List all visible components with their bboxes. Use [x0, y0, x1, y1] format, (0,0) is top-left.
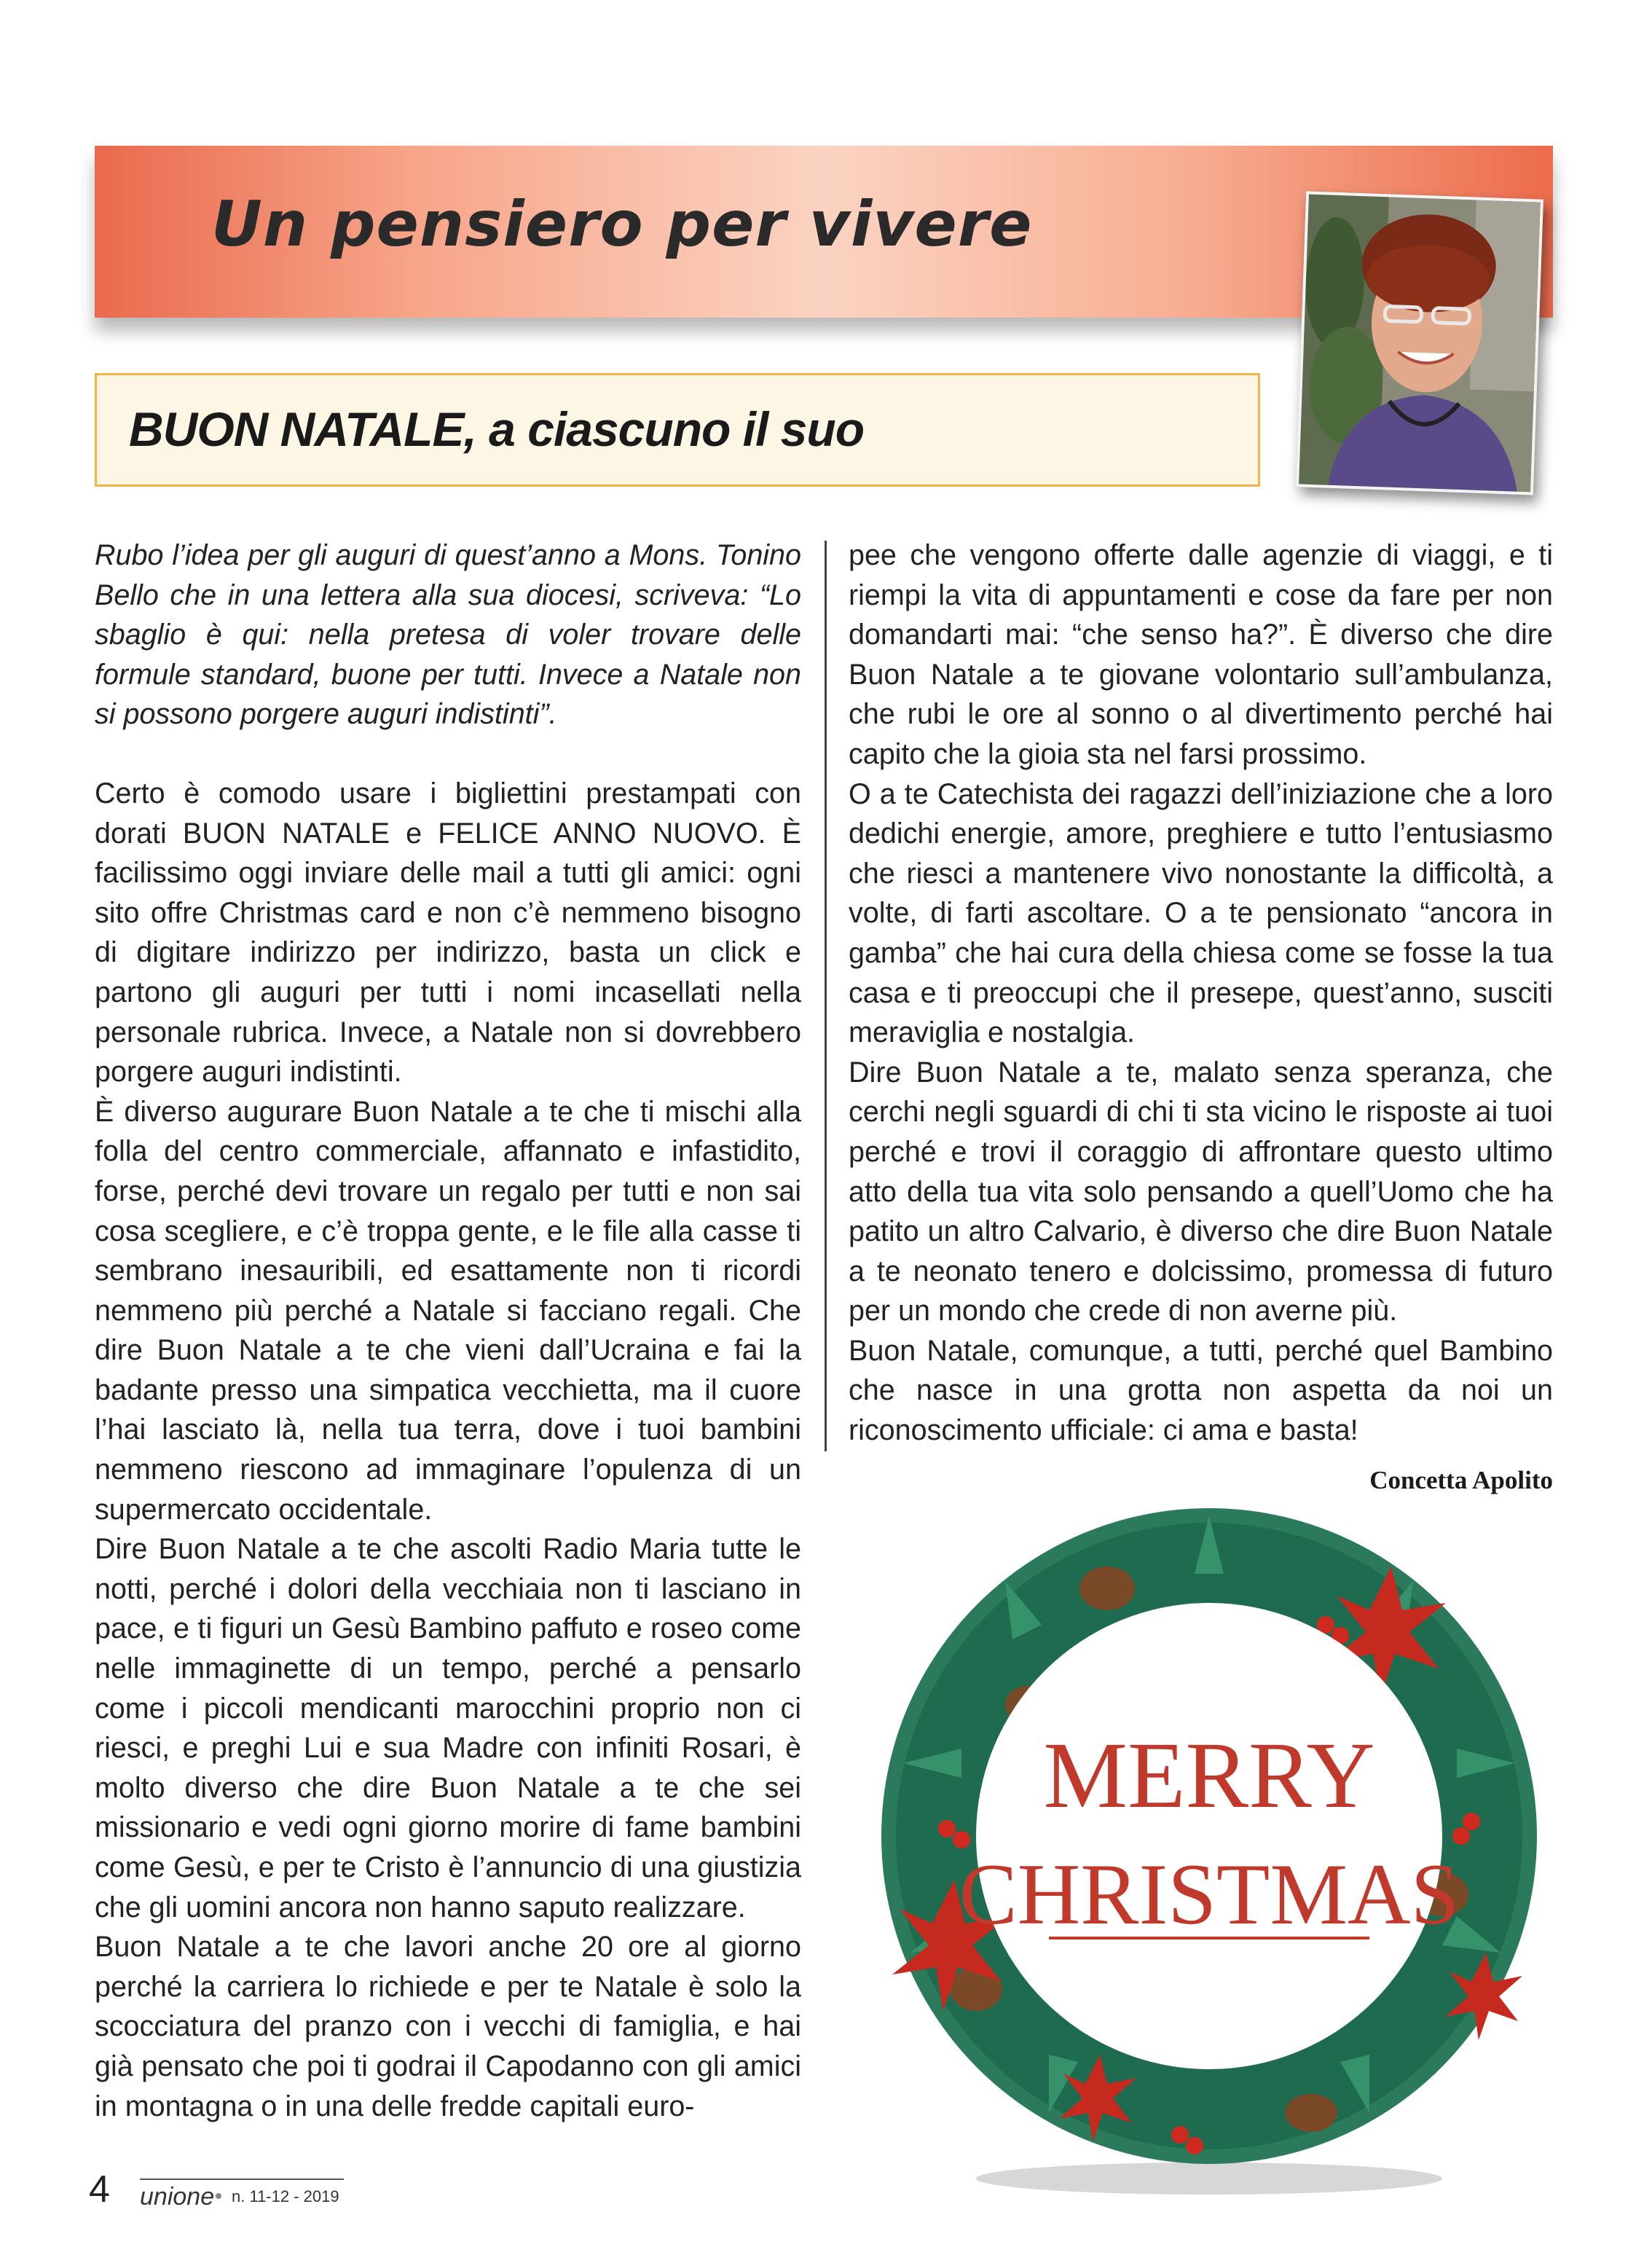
article-column-right: [849, 536, 1553, 1451]
author-signature: Concetta Apolito: [1369, 1466, 1553, 1494]
article-paragraph: Certo è comodo usare i bigliettini prestampati con dorati BUON NATALE e FELICE ANNO NUOVO. È facilissimo oggi inviare delle mail a tutti gli amici: ogni sito offre Christmas card e non c’è nemmeno bisogno di digitare indirizzo per indirizzo, basta un click e partono gli auguri per tutti i nomi incasellati nella personale rubrica. Invece, a Natale non si dovrebbero porgere auguri indistinti.: [95, 777, 801, 1089]
subtitle-box: [95, 373, 1260, 487]
footer-bullet: [216, 2193, 221, 2199]
column-divider: [825, 541, 827, 1451]
article-column-left: [95, 536, 801, 2126]
article-paragraph: È diverso augurare Buon Natale a te che ti mischi alla folla del centro commerciale, affannato e infastidito, forse, perché devi trovare un regalo per tutti e non sai cosa scegliere, e c’è troppa gente, e le file alla casse ti sembrano inesauribili, ed esattamente non ti ricordi nemmeno più perché a Natale si facciano regali. Che dire Buon Natale a te che vieni dall’Ucraina e fai la badante presso una simpatica vecchietta, ma il cuore l’hai lasciato là, nella tua terra, dove i tuoi bambini nemmeno riescono ad immaginare l’opulenza di un supermercato occidentale.: [95, 1095, 801, 1526]
article-paragraph: Buon Natale a te che lavori anche 20 ore al giorno perché la carriera lo richiede e per te Natale è solo la scocciatura del pranzo con i vecchi di famiglia, e hai già pensato che poi ti godrai il Capodanno con gli amici in montagna o in una delle fredde capitali euro-: [95, 1931, 801, 2122]
footer-rule: [140, 2178, 344, 2180]
christmas-text: CHRISTMAS: [959, 1846, 1460, 1942]
merry-text: MERRY: [1043, 1723, 1375, 1828]
wreath-center: [976, 1603, 1442, 2069]
article-paragraph: Dire Buon Natale a te che ascolti Radio Maria tutte le notti, perché i dolori della vecchiaia non ti lasciano in pace, e ti figuri un Gesù Bambino paffuto e roseo come nelle immaginette di un tempo, perché a pensarlo come i piccoli mendicanti marocchini proprio non ci riesci, e preghi Lui e sua Madre con infiniti Rosari, è molto diverso che dire Buon Natale a te che sei missionario e vedi ogni giorno morire di fame bambini come Gesù, e per te Cristo è l’annuncio di una giustizia che gli uomini ancora non hanno saputo realizzare.: [95, 1533, 801, 1923]
article-paragraph: Dire Buon Natale a te, malato senza speranza, che cerchi negli sguardi di chi ti sta vicino le risposte ai tuoi perché e trovi il coraggio di affrontare questo ultimo atto della tua vita solo pensando a quell’Uomo che ha patito un altro Calvario, è diverso che dire Buon Natale a te neonato tenero e dolcissimo, promessa di futuro per un mondo che crede di non averne più.: [849, 1056, 1553, 1327]
christmas-wreath-illustration: [845, 1486, 1573, 2200]
article-paragraph: pee che vengono offerte dalle agenzie di viaggi, e ti riempi la vita di appuntamenti e cose da fare per non domandarti mai: “che senso ha?”. È diverso che dire Buon Natale a te giovane volontario sull’ambulanza, che rubi le ore al sonno o al divertimento perché hai capito che la gioia sta nel farsi prossimo.: [849, 539, 1553, 770]
section-title: Un pensiero per vivere: [211, 188, 1033, 261]
issue-number: n. 11-12 - 2019: [232, 2187, 339, 2205]
page-number: 4: [89, 2168, 110, 2211]
article-paragraph: Buon Natale, comunque, a tutti, perché quel Bambino che nasce in una grotta non aspetta da noi un riconoscimento ufficiale: ci ama e basta!: [849, 1334, 1553, 1447]
article-paragraph: Rubo l’idea per gli auguri di quest’anno a Mons. Tonino Bello che in una lettera alla sua diocesi, scriveva: “Lo sbaglio è qui: nella pretesa di voler trovare delle formule standard, buone per tutti. Invece a Natale non si possono porgere auguri indistinti”.: [95, 539, 801, 731]
portrait-image: [1299, 195, 1541, 493]
magazine-name: unione: [140, 2183, 215, 2211]
article-title: BUON NATALE, a ciascuno il suo: [129, 402, 865, 456]
article-paragraph: O a te Catechista dei ragazzi dell’iniziazione che a loro dedichi energie, amore, preghiere e tutto l’entusiasmo che riesci a mantenere vivo nonostante la difficoltà, a volte, di farti ascoltare. O a te pensionato “ancora in gamba” che hai cura della chiesa come se fosse la tua casa e ti preoccupi che il presepe, quest’anno, susciti meraviglia e nostalgia.: [849, 777, 1553, 1049]
author-photo: [1296, 191, 1543, 495]
